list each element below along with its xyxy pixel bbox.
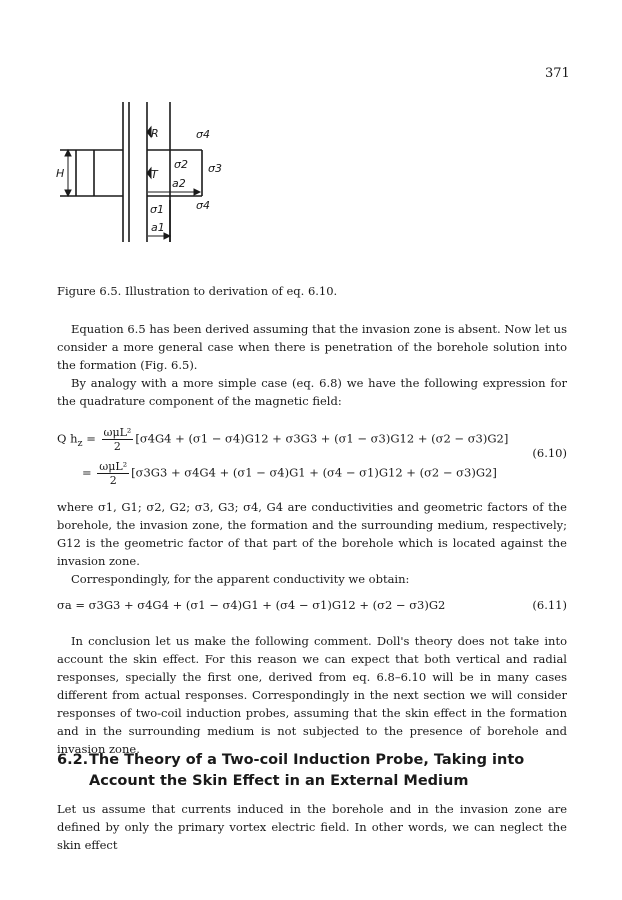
equation-number: (6.11) <box>532 598 567 612</box>
paragraph-6: Let us assume that currents induced in the borehole and in the invasion zone are defined by only the primary vortex electric field. In other words, we can neglect the skin effect <box>57 802 567 852</box>
equation-number: (6.10) <box>532 446 567 460</box>
page-number: 371 <box>545 66 570 81</box>
label-T: T <box>151 168 158 181</box>
label-R: R <box>151 127 159 140</box>
paragraph-1: Equation 6.5 has been derived assuming that the invasion zone is absent. Now let us consider a more general case when there is penetration of the borehole solution into the formation (Fig. 6.5). <box>57 322 567 372</box>
paragraph-4: Correspondingly, for the apparent conductivity we obtain: <box>71 572 410 586</box>
paragraph-2: By analogy with a more simple case (eq. 6.8) we have the following expression for the quadrature component of the magnetic field: <box>57 376 567 408</box>
fraction: $\frac{\text{ωμL²}}{2}$ <box>99 460 128 487</box>
label-a2: a2 <box>172 177 186 190</box>
figure-6-5 <box>50 100 250 250</box>
label-sigma1: σ1 <box>150 203 164 216</box>
equation-6-10: Q $h_z$ = $\frac{\text{ωμL²}}{2}$ [σ4G4 + (σ1 − σ4)G12 + σ3G3 + (σ1 − σ3)G12 + (σ2 − σ3)G2] = $\frac{\text{ωμL²}}{2}$ [σ3G3 + σ4G4 + (σ1 − σ4)G1 + (σ4 − σ1)G12 + (σ2 − σ3)G2] (6.10) <box>57 426 567 487</box>
paragraph-3: where σ1, G1; σ2, G2; σ3, G3; σ4, G4 are conductivities and geometric factors of the borehole, the invasion zone, the formation and the surrounding medium, respectively; G12 is the geometric factor of that part of the borehole which is located against the invasion zone. <box>57 500 567 568</box>
label-sigma4-bottom: σ4 <box>196 199 210 212</box>
label-H: H <box>56 167 65 180</box>
label-a1: a1 <box>151 221 165 234</box>
label-sigma4-top: σ4 <box>196 128 210 141</box>
label-sigma2: σ2 <box>174 158 188 171</box>
fraction: $\frac{\text{ωμL²}}{2}$ <box>103 426 132 453</box>
paragraph-5: In conclusion let us make the following comment. Doll's theory does not take into account the skin effect. For this reason we can expect that both vertical and radial responses, specially the first one, derived from eq. 6.8–6.10 will be in many cases different from actual responses. Correspondingly in the next section we will consider responses of two-coil induction probes, assuming that the skin effect in the formation and in the surrounding medium is not subjected to the presence of borehole and invasion zone. <box>57 634 567 756</box>
figure-caption: Figure 6.5. Illustration to derivation of eq. 6.10. <box>57 284 338 298</box>
equation-6-11: σa = σ3G3 + σ4G4 + (σ1 − σ4)G1 + (σ4 − σ1)G12 + (σ2 − σ3)G2 (6.11) <box>57 598 567 612</box>
label-sigma3: σ3 <box>208 162 222 175</box>
section-heading: 6.2.The Theory of a Two-coil Induction Probe, Taking into Account the Skin Effect in an External Medium <box>57 752 525 789</box>
